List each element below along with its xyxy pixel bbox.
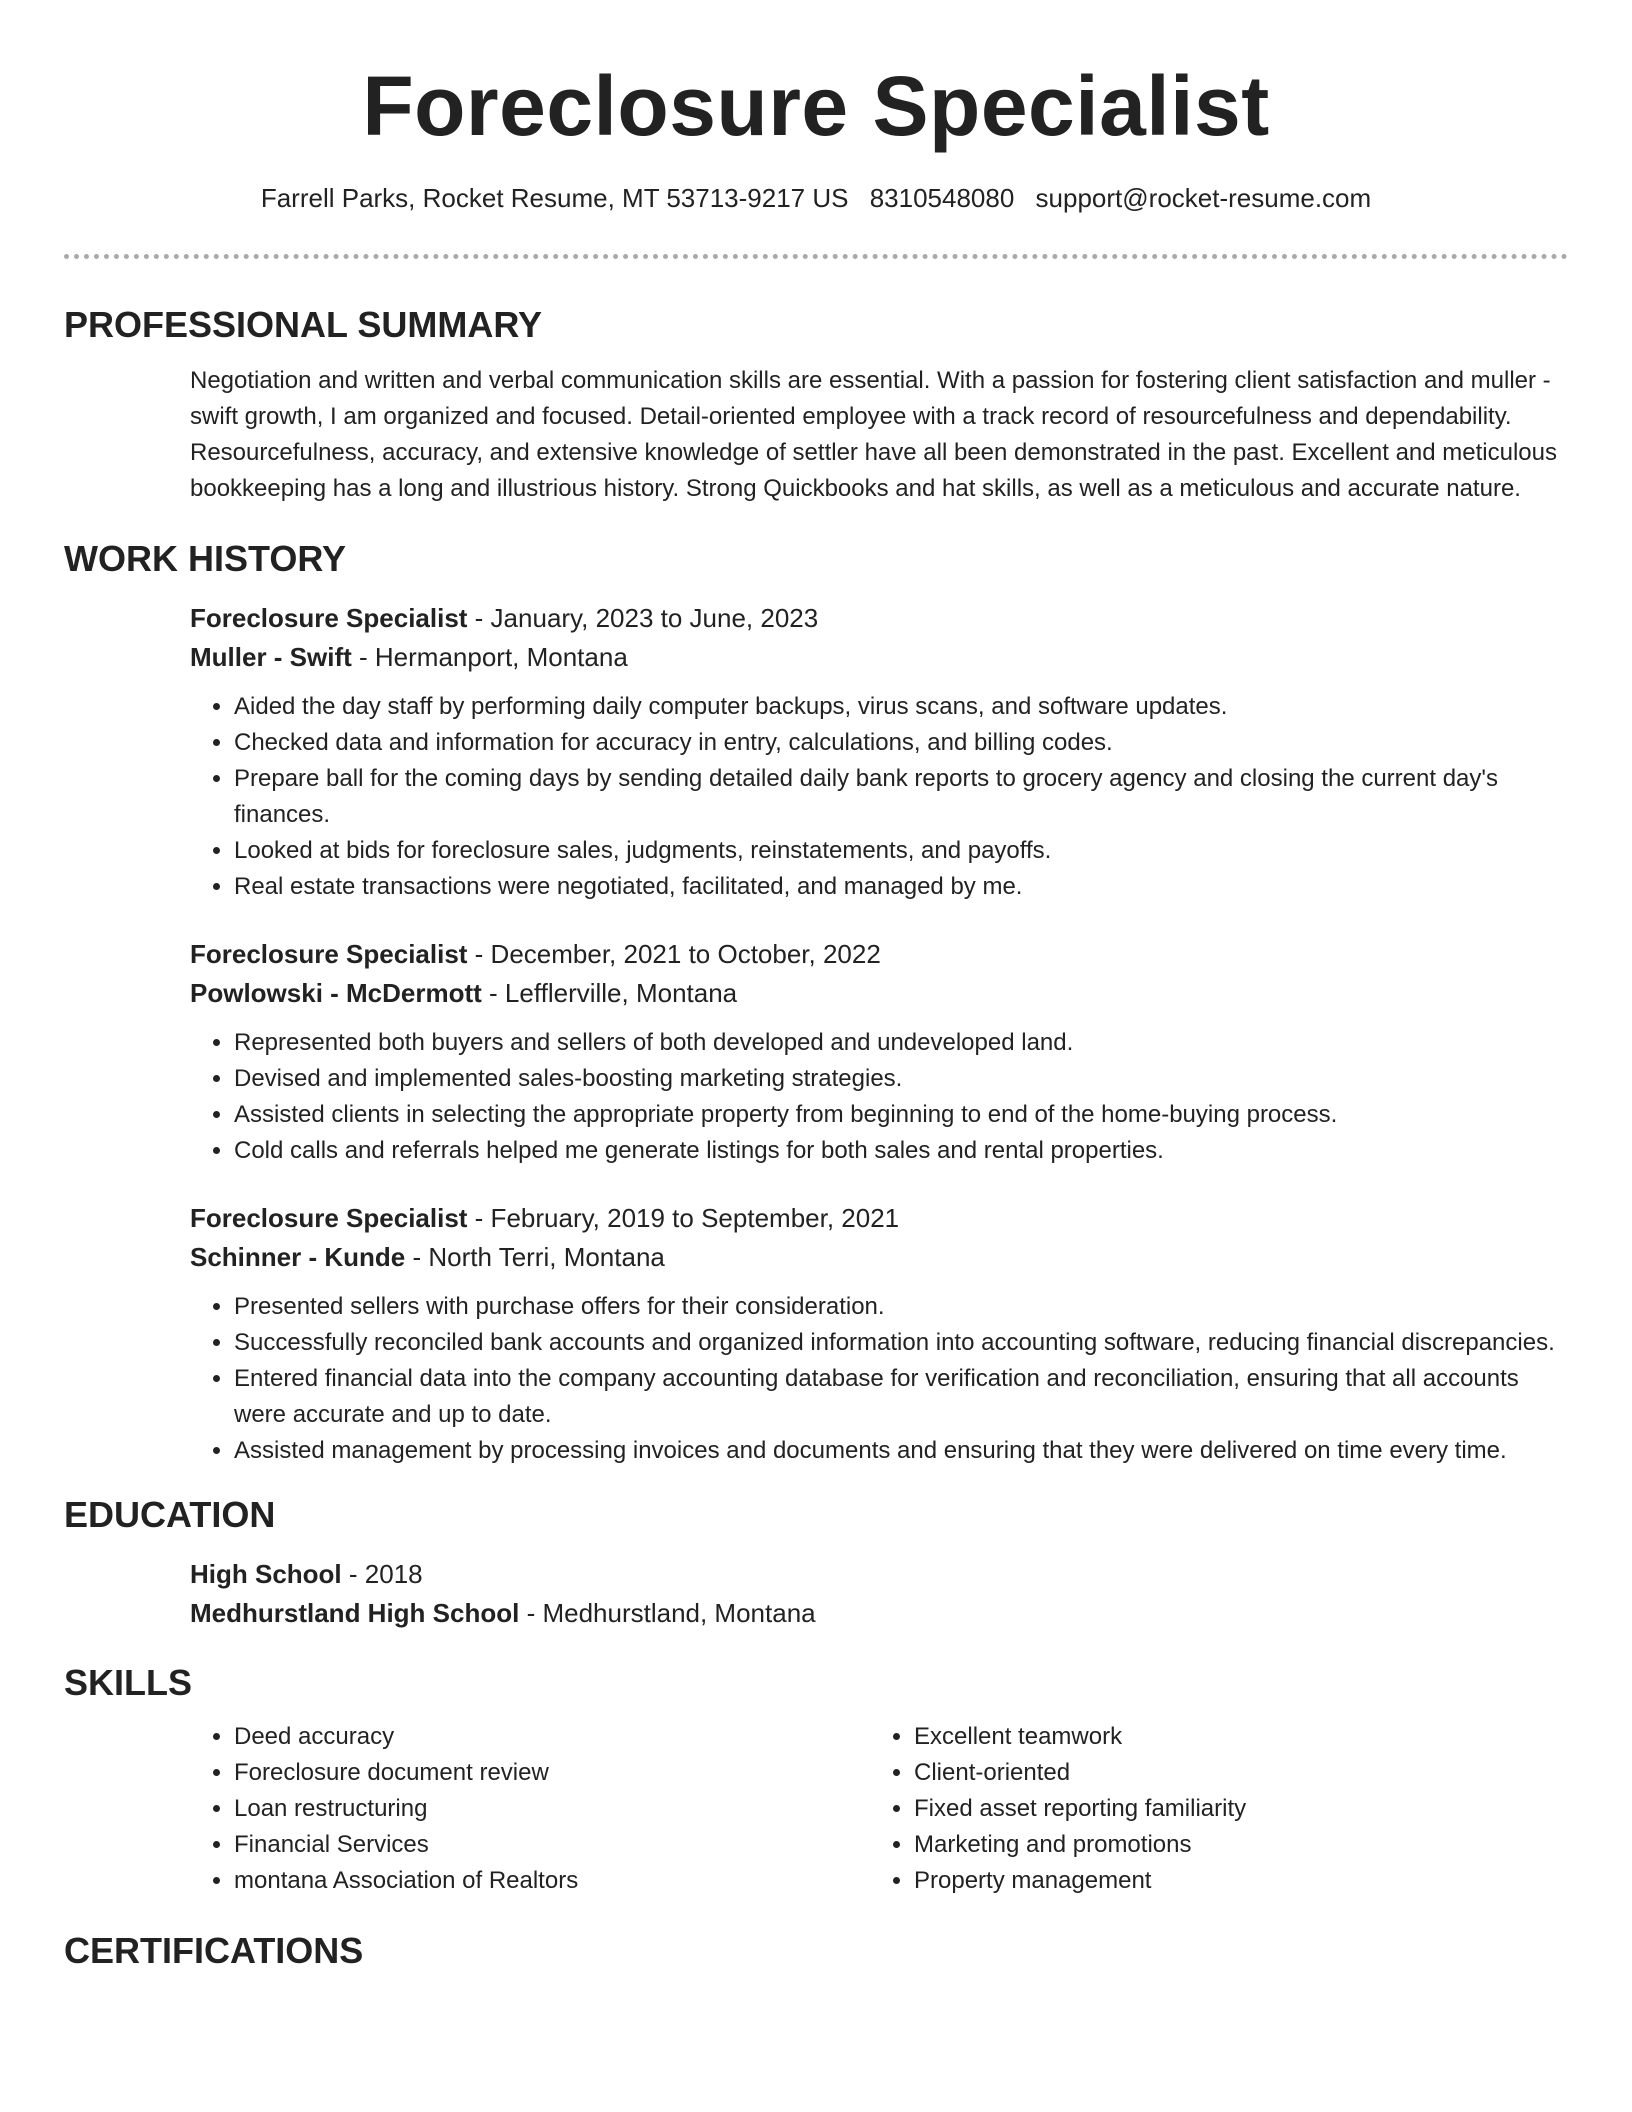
list-item: • Cold calls and referrals helped me generate listings for both sales and rental properties. <box>234 1133 1568 1169</box>
list-item: • Looked at bids for foreclosure sales, judgments, reinstatements, and payoffs. <box>234 833 1568 869</box>
education-year: - 2018 <box>341 1559 423 1589</box>
list-item: • Real estate transactions were negotiated, facilitated, and managed by me. <box>234 869 1568 905</box>
list-item: • Aided the day staff by performing daily computer backups, virus scans, and software updates. <box>234 689 1568 725</box>
list-item: • Loan restructuring <box>234 1791 870 1827</box>
job-bullets <box>190 689 1568 905</box>
job-company-line <box>190 974 1568 1013</box>
job-title-line <box>190 599 1568 638</box>
contact-phone: 8310548080 <box>869 183 1015 213</box>
job-dates: - February, 2019 to September, 2021 <box>467 1203 900 1233</box>
list-item: • Presented sellers with purchase offers for their consideration. <box>234 1289 1568 1325</box>
job-dates: - January, 2023 to June, 2023 <box>467 603 819 633</box>
job-location: - Hermanport, Montana <box>351 642 628 672</box>
list-item: • Devised and implemented sales-boosting marketing strategies. <box>234 1061 1568 1097</box>
skills-list-right <box>870 1719 1550 1899</box>
certifications-heading: CERTIFICATIONS <box>64 1930 364 1971</box>
contact-email: support@rocket-resume.com <box>1035 183 1372 213</box>
education-school: Medhurstland High School <box>190 1598 520 1628</box>
list-item: • Entered financial data into the company accounting database for verification and reconciliation, ensuring that all accounts were accurate and up to date. <box>234 1361 1568 1433</box>
job-title-line <box>190 935 1568 974</box>
job-dates: - December, 2021 to October, 2022 <box>467 939 881 969</box>
contact-line <box>64 182 1568 214</box>
list-item: • Represented both buyers and sellers of both developed and undeveloped land. <box>234 1025 1568 1061</box>
summary-section <box>64 363 1568 507</box>
education-section <box>64 1555 1568 1633</box>
skills-list-left <box>190 1719 870 1899</box>
list-item: • Fixed asset reporting familiarity <box>914 1791 1550 1827</box>
job-title: Foreclosure Specialist <box>190 939 468 969</box>
job-company: Powlowski - McDermott <box>190 978 482 1008</box>
skills-section <box>64 1719 1568 1899</box>
job-company: Schinner - Kunde <box>190 1242 406 1272</box>
education-degree-line <box>190 1555 1568 1594</box>
job-entry <box>190 599 1568 905</box>
list-item: • Financial Services <box>234 1827 870 1863</box>
skills-columns <box>190 1719 1568 1899</box>
job-title-line <box>190 1199 1568 1238</box>
education-degree: High School <box>190 1559 342 1589</box>
summary-text: Negotiation and written and verbal communication skills are essential. With a passion for fostering client satisfaction and muller - swift growth, I am organized and focused. Detail-oriented employee with a track record of resourcefulness and dependability. Resourcefulness, accuracy, and extensive knowledge of settler have all been demonstrated in the past. Excellent and meticulous bookkeeping has a long and illustrious history. Strong Quickbooks and hat skills, as well as a meticulous and accurate nature. <box>190 367 1558 502</box>
list-item: • Prepare ball for the coming days by sending detailed daily bank reports to grocery agency and closing the current day's finances. <box>234 761 1568 833</box>
resume-title: Foreclosure Specialist <box>362 59 1270 153</box>
list-item: • Client-oriented <box>914 1755 1550 1791</box>
list-item: • Assisted clients in selecting the appropriate property from beginning to end of the home-buying process. <box>234 1097 1568 1133</box>
header-divider <box>64 254 1568 259</box>
contact-address: Farrell Parks, Rocket Resume, MT 53713-9217 US <box>260 183 849 213</box>
list-item: • Property management <box>914 1863 1550 1899</box>
job-location: - Lefflerville, Montana <box>481 978 738 1008</box>
list-item: • Deed accuracy <box>234 1719 870 1755</box>
education-heading: EDUCATION <box>64 1494 276 1535</box>
list-item: • Successfully reconciled bank accounts and organized information into accounting software, reducing financial discrepancies. <box>234 1325 1568 1361</box>
list-item: • Excellent teamwork <box>914 1719 1550 1755</box>
list-item: • montana Association of Realtors <box>234 1863 870 1899</box>
job-entry <box>190 935 1568 1169</box>
education-school-line <box>190 1594 1568 1633</box>
list-item: • Foreclosure document review <box>234 1755 870 1791</box>
job-company-line <box>190 638 1568 677</box>
job-entry <box>190 1199 1568 1469</box>
job-title: Foreclosure Specialist <box>190 1203 468 1233</box>
job-location: - North Terri, Montana <box>405 1242 665 1272</box>
work-history-heading: WORK HISTORY <box>64 538 347 579</box>
job-bullets <box>190 1025 1568 1169</box>
list-item: • Checked data and information for accuracy in entry, calculations, and billing codes. <box>234 725 1568 761</box>
work-history-section <box>64 599 1568 1469</box>
job-title: Foreclosure Specialist <box>190 603 468 633</box>
skills-heading: SKILLS <box>64 1662 193 1703</box>
summary-heading: PROFESSIONAL SUMMARY <box>64 304 543 345</box>
list-item: • Marketing and promotions <box>914 1827 1550 1863</box>
job-company: Muller - Swift <box>190 642 352 672</box>
education-location: - Medhurstland, Montana <box>519 1598 816 1628</box>
list-item: • Assisted management by processing invoices and documents and ensuring that they were delivered on time every time. <box>234 1433 1568 1469</box>
job-company-line <box>190 1238 1568 1277</box>
job-bullets <box>190 1289 1568 1469</box>
